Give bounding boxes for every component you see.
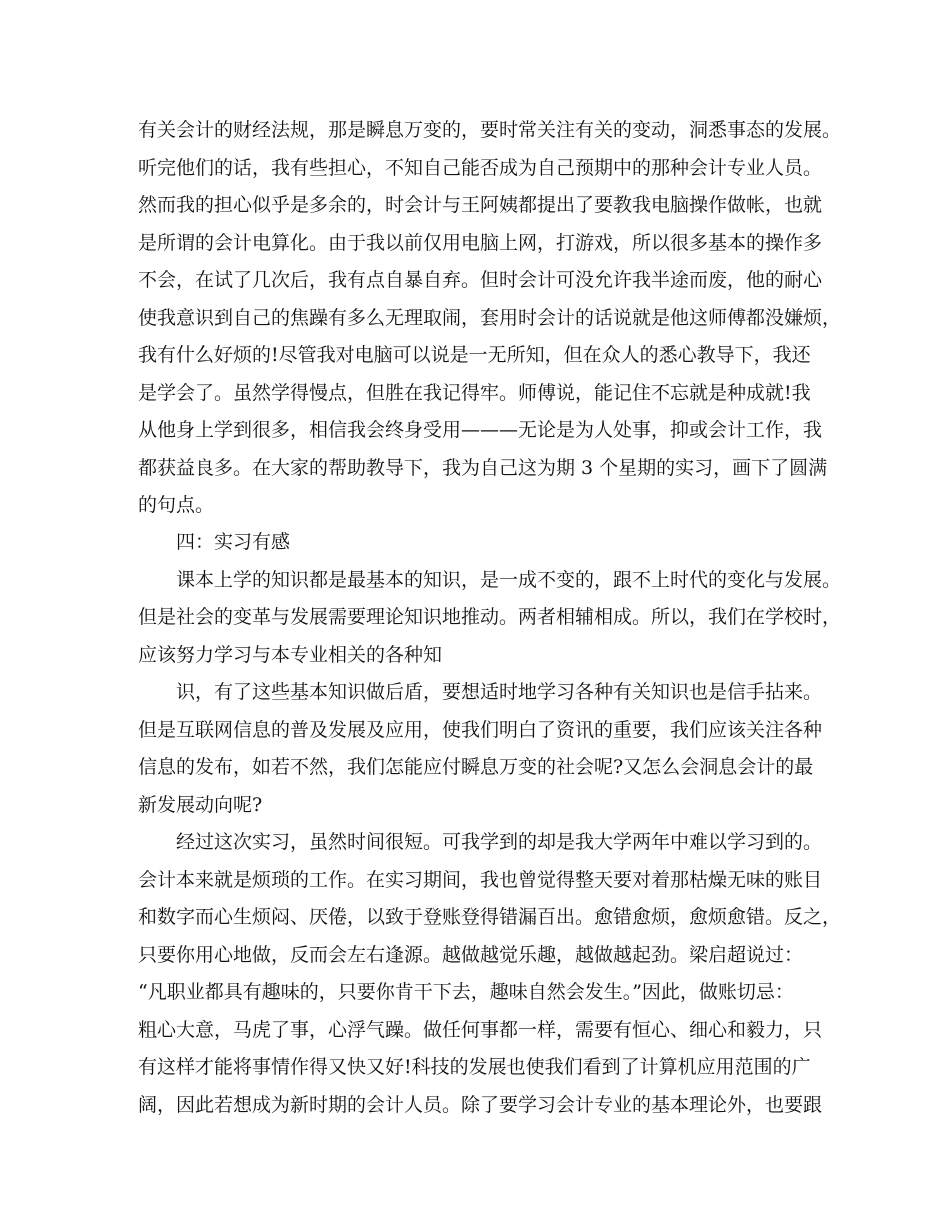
text-line: 的句点。 <box>138 494 215 516</box>
text-line: 从他身上学到很多，相信我会终身受用———无论是为人处事，抑或会计工作，我 <box>138 419 823 441</box>
text-line: 信息的发布，如若不然，我们怎能应付瞬息万变的社会呢?又怎么会洞息会计的最 <box>138 756 814 778</box>
text-line: 是所谓的会计电算化。由于我以前仅用电脑上网，打游戏，所以很多基本的操作多 <box>138 232 823 254</box>
section-heading: 四：实习有感 <box>176 531 291 553</box>
text-line: 我有什么好烦的!尽管我对电脑可以说是一无所知，但在众人的悉心教导下，我还 <box>138 344 811 366</box>
text-line: 会计本来就是烦琐的工作。在实习期间，我也曾觉得整天要对着那枯燥无味的账目 <box>138 869 823 891</box>
text-line: 应该努力学习与本专业相关的各种知 <box>138 644 443 666</box>
text-line: “凡职业都具有趣味的，只要你肯干下去，趣味自然会发生。”因此，做账切忌： <box>138 981 794 1003</box>
text-line: 听完他们的话，我有些担心，不知自己能否成为自己预期中的那种会计专业人员。 <box>138 157 823 179</box>
text-line: 然而我的担心似乎是多余的，时会计与王阿姨都提出了要教我电脑操作做帐，也就 <box>138 194 823 216</box>
text-line: 但是互联网信息的普及发展及应用，使我们明白了资讯的重要，我们应该关注各种 <box>138 719 823 741</box>
text-line: 经过这次实习，虽然时间很短。可我学到的却是我大学两年中难以学习到的。 <box>176 831 823 853</box>
text-line: 只要你用心地做，反而会左右逢源。越做越觉乐趣，越做越起劲。梁启超说过： <box>138 944 804 966</box>
text-line: 都获益良多。在大家的帮助教导下，我为自己这为期 3 个星期的实习，画下了圆满 <box>138 457 828 479</box>
text-line: 和数字而心生烦闷、厌倦，以致于登账登得错漏百出。愈错愈烦，愈烦愈错。反之， <box>138 906 842 928</box>
text-line: 有关会计的财经法规，那是瞬息万变的，要时常关注有关的变动，洞悉事态的发展。 <box>138 119 842 141</box>
text-line: 阔，因此若想成为新时期的会计人员。除了要学习会计专业的基本理论外，也要跟 <box>138 1094 823 1116</box>
text-line: 有这样才能将事情作得又快又好!科技的发展也使我们看到了计算机应用范围的广 <box>138 1056 811 1078</box>
text-line: 识，有了这些基本知识做后盾，要想适时地学习各种有关知识也是信手拈来。 <box>176 681 823 703</box>
text-line: 新发展动向呢? <box>138 794 263 816</box>
text-line: 是学会了。虽然学得慢点，但胜在我记得牢。师傅说，能记住不忘就是种成就!我 <box>138 382 811 404</box>
text-line: 课本上学的知识都是最基本的知识，是一成不变的，跟不上时代的变化与发展。 <box>176 569 842 591</box>
text-line: 粗心大意，马虎了事，心浮气躁。做任何事都一样，需要有恒心、细心和毅力，只 <box>138 1019 823 1041</box>
text-line: 不会，在试了几次后，我有点自暴自弃。但时会计可没允许我半途而废，他的耐心 <box>138 269 823 291</box>
text-line: 使我意识到自己的焦躁有多么无理取闹，套用时会计的话说就是他这师傅都没嫌烦， <box>138 307 842 329</box>
text-line: 但是社会的变革与发展需要理论知识地推动。两者相辅相成。所以，我们在学校时， <box>138 606 842 628</box>
